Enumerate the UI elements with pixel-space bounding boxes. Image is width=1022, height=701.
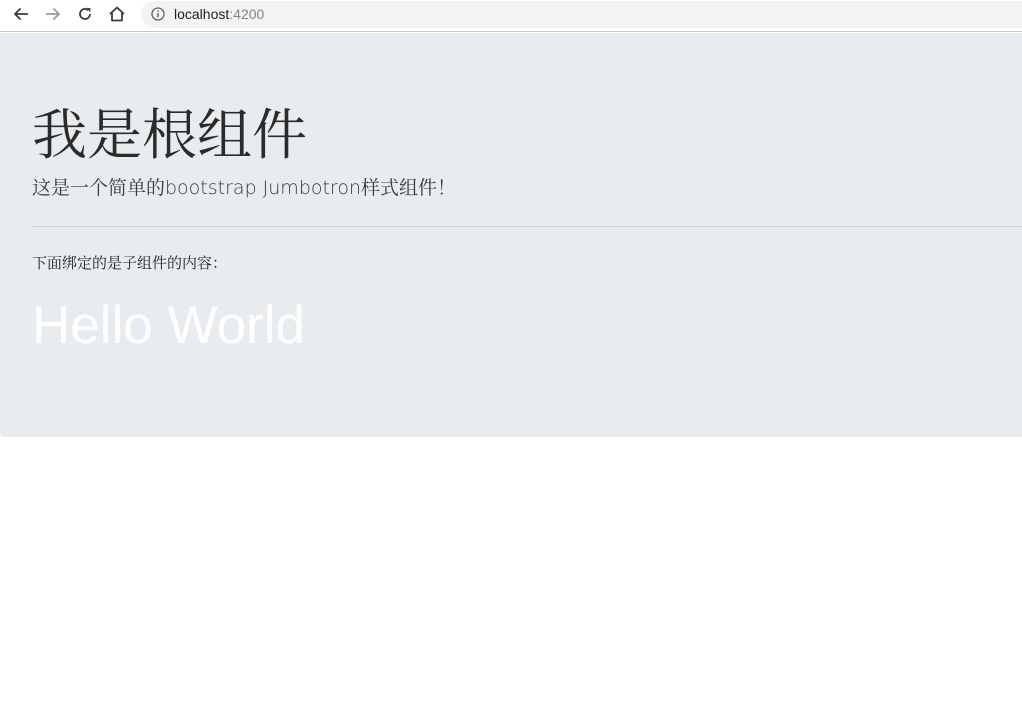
home-icon [108,5,126,23]
forward-button[interactable] [40,3,66,25]
child-component-content: Hello World [32,296,305,355]
url-host: localhost [174,6,230,22]
browser-toolbar [0,0,1022,32]
url-text[interactable] [174,6,264,22]
back-button[interactable] [8,3,34,25]
arrow-left-icon [13,6,29,22]
address-bar[interactable] [141,1,1022,28]
arrow-right-icon [45,6,61,22]
home-button[interactable] [104,3,130,25]
child-component-label: 下面绑定的是子组件的内容： [32,254,228,272]
lead-text: 这是一个简单的bootstrap Jumbotron样式组件！ [32,177,457,199]
info-icon[interactable] [151,7,165,21]
reload-button[interactable] [72,3,98,25]
jumbotron [0,33,1022,437]
url-port: :4200 [229,6,265,22]
page-title: 我是根组件 [32,103,308,167]
divider [32,226,1022,227]
reload-icon [77,6,93,22]
